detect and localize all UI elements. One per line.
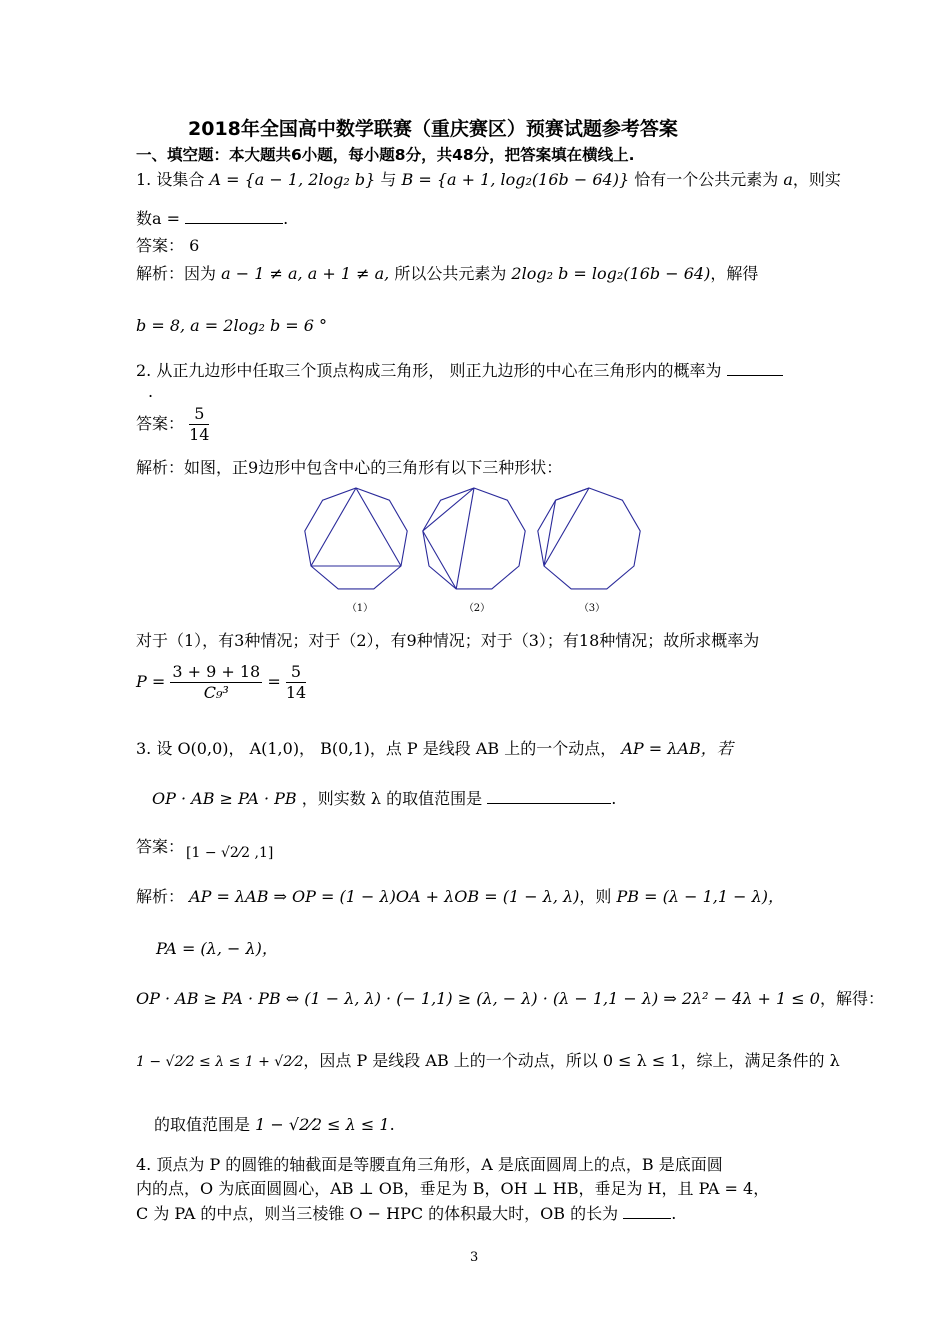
- denominator: 14: [285, 683, 307, 702]
- set-b: B = {a + 1, log₂(16b − 64)}: [401, 170, 630, 189]
- question-1-line2: [136, 206, 288, 229]
- set-a: A = {a − 1, 2log₂ b}: [209, 170, 376, 189]
- q1-analysis-b: 所以公共元素为: [394, 264, 507, 283]
- triangle-side: [311, 488, 356, 566]
- q3-derivation-1: AP = λAB ⇒ OP = (1 − λ)OA + λOB = (1 − λ, λ): [189, 887, 580, 906]
- q1-answer: [136, 233, 199, 256]
- figure-label-1: （1）: [346, 603, 374, 614]
- nonagon-figures: [290, 485, 670, 620]
- q3-conclusion: ，因点 P 是线段 AB 上的一个动点，所以 0 ≤ λ ≤ 1，综上，满足条件的 λ: [303, 1051, 840, 1070]
- triangle-side: [456, 488, 474, 589]
- q1-analysis-a: 因为: [184, 264, 217, 283]
- q3-inequality: OP · AB ≥ PA · PB: [152, 789, 297, 808]
- q3-answer-label: 答案：: [136, 837, 185, 856]
- q3-range: 1 − √2⁄2 ≤ λ ≤ 1 + √2⁄2: [136, 1054, 304, 1070]
- q2-end: .: [148, 382, 154, 401]
- triangle-side: [356, 488, 401, 566]
- question-4-line2: 内的点，O 为底面圆圆心，AB ⊥ OB，垂足为 B，OH ⊥ HB，垂足为 H，且 PA = 4，: [136, 1179, 770, 1198]
- var-a: a: [783, 170, 793, 189]
- nonagon-3: [538, 488, 640, 589]
- answer-blank[interactable]: [487, 803, 611, 804]
- q3-derivation-3: OP · AB ≥ PA · PB ⇔ (1 − λ, λ) · (− 1,1) ≥ (λ, − λ) · (λ − 1,1 − λ) ⇒ 2λ² − 4λ + 1 ≤ 0: [136, 989, 820, 1008]
- q3-analysis-line4: [136, 1048, 840, 1071]
- analysis-label: 解析：: [136, 887, 185, 906]
- section-heading: 一、填空题：本大题共6小题，每小题8分，共48分，把答案填在横线上.: [136, 146, 635, 164]
- q1-equation: 2log₂ b = log₂(16b − 64): [511, 264, 711, 283]
- question-4-line1: 4. 顶点为 P 的圆锥的轴截面是等腰直角三角形，A 是底面圆周上的点，B 是底面圆: [136, 1155, 723, 1174]
- answer-fraction: [189, 404, 209, 445]
- denominator: C₉³: [203, 683, 229, 702]
- p-lhs: P =: [136, 672, 166, 691]
- q3-pb: PB = (λ − 1,1 − λ)，: [616, 887, 785, 906]
- p-fraction: [170, 662, 262, 703]
- q3-range-label: 的取值范围是: [154, 1115, 251, 1134]
- question-4-line3: [136, 1201, 676, 1224]
- q1-line2: 数a =: [136, 209, 181, 228]
- figure-label-3: （3）: [578, 603, 606, 614]
- q2-answer: [136, 404, 209, 445]
- q3-analysis-line2: PA = (λ, − λ)，: [156, 939, 278, 958]
- q1-stem: 1. 设集合: [136, 170, 205, 189]
- equals: =: [267, 672, 281, 691]
- q3-line1: 3. 设 O(0,0)， A(1,0)， B(0,1)，点 P 是线段 AB 上的一个动点，: [136, 739, 617, 758]
- answer-label: 答案：: [136, 414, 185, 433]
- answer-blank[interactable]: [623, 1218, 671, 1219]
- answer-blank[interactable]: [727, 375, 783, 376]
- q2-cases: 对于（1），有3种情况；对于（2），有9种情况；对于（3）；有18种情况；故所求概率为: [136, 631, 760, 650]
- q1-then: ，则实: [792, 170, 841, 189]
- q1-analysis: [136, 261, 758, 284]
- figure-label-2: （2）: [463, 603, 491, 614]
- q2-stem: 2. 从正九边形中任取三个顶点构成三角形， 则正九边形的中心在三角形内的概率为: [136, 361, 722, 380]
- q3-period: .: [389, 1115, 395, 1134]
- q2-analysis-text: 如图，正9边形中包含中心的三角形有以下三种形状：: [184, 458, 563, 477]
- q3-vector-condition: AP = λAB，若: [621, 739, 733, 758]
- answer-label: 答案：: [136, 236, 185, 255]
- question-2-stem: [136, 358, 783, 381]
- numerator: 5: [286, 662, 306, 683]
- q4-line3: C 为 PA 的中点，则当三棱锥 O − HPC 的体积最大时，OB 的长为: [136, 1204, 619, 1223]
- answer-blank[interactable]: [185, 223, 283, 224]
- q2-analysis: [136, 455, 562, 478]
- triangle-side: [423, 488, 474, 531]
- q3-analysis-line1: [136, 884, 784, 907]
- q2-probability: [136, 662, 306, 703]
- q1-ineq: a − 1 ≠ a, a + 1 ≠ a,: [221, 264, 390, 283]
- q3-then: ，则: [579, 887, 612, 906]
- q3-end: .: [611, 789, 617, 808]
- nonagon-1: [305, 488, 407, 589]
- q3-final-range: 1 − √2⁄2 ≤ λ ≤ 1: [255, 1115, 390, 1134]
- analysis-label: 解析：: [136, 264, 185, 283]
- nonagon-2: [423, 488, 525, 589]
- q1-end: .: [283, 209, 289, 228]
- page-title: 2018年全国高中数学联赛（重庆赛区）预赛试题参考答案: [188, 118, 678, 140]
- answer-value: 6: [189, 236, 200, 255]
- denominator: 14: [189, 425, 210, 444]
- p-result: [286, 662, 306, 703]
- q4-end: .: [671, 1204, 677, 1223]
- q3-solve: ，解得：: [819, 989, 884, 1008]
- question-1-line1: [136, 167, 841, 190]
- q3-analysis-line3: [136, 986, 884, 1009]
- q1-result: b = 8, a = 2log₂ b = 6 °: [136, 316, 328, 335]
- q3-line2-text: ，则实数 λ 的取值范围是: [301, 789, 483, 808]
- q3-analysis-line5: [154, 1112, 395, 1135]
- question-3-line2: [152, 786, 616, 809]
- page-number: 3: [470, 1250, 479, 1265]
- analysis-label: 解析：: [136, 458, 185, 477]
- question-3-line1: [136, 736, 733, 759]
- q1-stem-b: 恰有一个公共元素为: [634, 170, 779, 189]
- numerator: 3 + 9 + 18: [172, 662, 261, 681]
- q3-answer-value: [1 − √2⁄2 ,1]: [186, 845, 274, 861]
- numerator: 5: [189, 404, 209, 425]
- q1-with: 与: [380, 170, 397, 189]
- triangle-side: [556, 488, 589, 500]
- q1-analysis-c: ，解得: [710, 264, 759, 283]
